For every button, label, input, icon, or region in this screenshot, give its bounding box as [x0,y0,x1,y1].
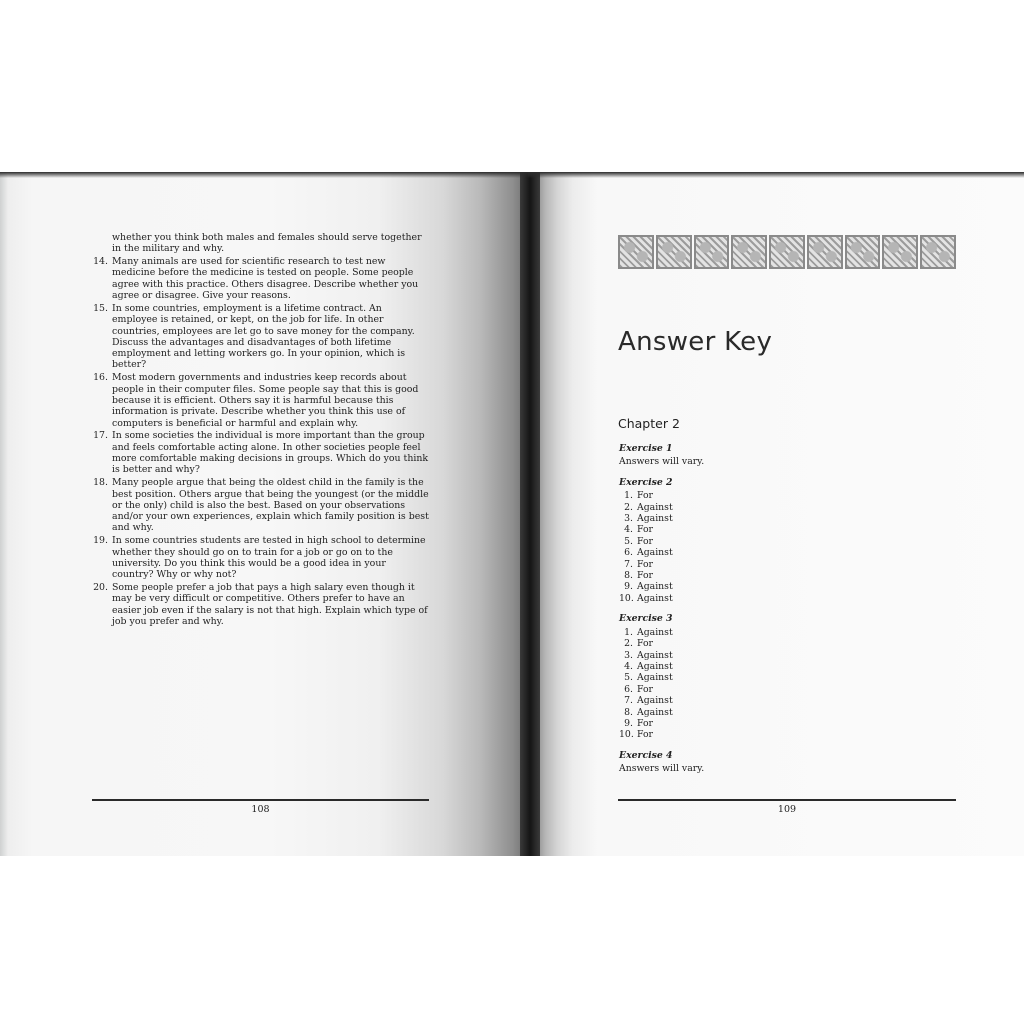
answer-row [619,672,919,683]
answer-row [619,559,919,570]
answer-row [619,593,919,604]
answer-row [619,638,919,649]
answer-number: 8. [624,706,633,718]
ornament-tile [920,235,956,269]
ornament-tile [845,235,881,269]
answer-value: Against [637,592,673,604]
question-item [86,535,430,580]
exercise-heading: Exercise 1 [619,443,673,454]
answer-number: 7. [624,558,633,570]
question-text: Most modern governments and industries keep records about people in their computer files. Some people say that this is good because it is efficient. Others say it is harmful because this information is private. Describe whether you think this use of computers is beneficial or harmful and explain why. [112,372,419,429]
answer-value: For [637,638,653,650]
answer-row [619,695,919,706]
answer-row [619,513,919,524]
answer-number: 7. [624,695,633,707]
book-gutter [520,172,540,856]
decorative-ornament-band [618,235,956,271]
exercise-heading: Exercise 3 [619,613,673,625]
exercise-answers [619,627,919,741]
question-item [86,256,430,301]
answer-number: 5. [624,535,633,547]
answer-value: Against [637,547,673,559]
chapter-heading: Chapter 2 [618,416,680,431]
exercise-answers [619,490,919,604]
question-number: 15. [93,302,108,314]
answer-row [619,490,919,501]
question-number: 20. [93,582,108,594]
answer-row [619,684,919,695]
answer-number: 8. [624,570,633,582]
answer-number: 1. [624,490,633,502]
question-item [86,303,430,371]
answer-row [619,581,919,592]
question-number: 18. [93,477,108,489]
exercise-heading: Exercise 4 [619,749,673,761]
answer-row [619,661,919,672]
answer-value: For [637,558,653,570]
question-text: Many people argue that being the oldest child in the family is the best position. Others argue that being the youngest (or the middle or the only) child is also the best. Based on your observations and/or your own experiences, explain which family position is best and why. [112,477,429,534]
answer-number: 9. [624,717,633,729]
answer-number: 5. [624,672,633,684]
question-text: Some people prefer a job that pays a high salary even though it may be very difficult or competitive. Others prefer to have an easier job even if the salary is not that high. Explain which type of job you prefer and why. [112,582,428,627]
question-text: In some countries, employment is a lifetime contract. An employee is retained, or kept, on the job for life. In other countries, employees are let go to save money for the company. Discuss the advantages and disadvantages of both lifetime employment and letting workers go. In your opinion, which is better? [112,302,415,371]
page-number-left: 108 [251,804,270,815]
question-item [86,372,430,428]
answer-row [619,524,919,535]
page-number-right: 109 [777,804,797,815]
right-page-top-edge [528,172,1024,178]
answer-key-list [619,443,919,775]
question-number: 17. [93,430,108,442]
answer-row [619,536,919,547]
ornament-tile [769,235,805,269]
answer-row [619,627,919,638]
answer-number: 4. [624,660,633,672]
question-text: Many animals are used for scientific research to test new medicine before the medicine is tested on people. Some people agree with this practice. Others disagree. Describe whether you agree or disagree. Give your reasons. [112,256,419,302]
answer-number: 2. [624,501,633,513]
answer-value: Against [637,501,673,513]
exercise-heading: Exercise 2 [619,476,673,488]
answer-number: 2. [624,638,633,650]
ornament-tile [731,235,767,269]
left-page-top-edge [0,172,540,178]
answer-value: Against [637,706,673,718]
answer-number: 3. [624,649,633,661]
answer-value: Against [637,513,673,525]
answer-value: Against [637,649,673,661]
answer-number: 1. [624,626,633,638]
answer-value: For [637,729,653,741]
answer-row [619,547,919,558]
ornament-tile [694,235,730,269]
page-title: Answer Key [618,327,773,357]
ornament-tile [807,235,843,269]
answer-number: 3. [624,513,633,525]
question-item [86,477,430,533]
footer-rule-right [618,799,956,801]
question-number: 14. [93,256,108,268]
question-item [86,430,430,475]
ornament-tile [656,235,692,269]
answer-value: Against [637,660,673,672]
answer-number: 10. [619,729,634,741]
exercise-answer-text: Answers will vary. [619,763,705,775]
ornament-tile [618,235,654,269]
answer-value: For [637,490,653,502]
footer-rule-left [92,799,429,801]
answer-value: For [637,683,653,695]
answer-value: For [637,524,653,536]
answer-number: 4. [624,524,633,536]
question-item [86,582,430,627]
book-spread [0,172,1024,856]
question-continuation: whether you think both males and females should serve together in the military and why. [112,232,422,255]
answer-number: 6. [624,683,633,695]
answer-row [619,729,919,740]
answer-value: For [637,535,653,547]
answer-row [619,502,919,513]
exercise-answer-text: Answers will vary. [619,456,705,468]
answer-number: 9. [624,581,633,593]
answer-row [619,718,919,729]
answer-value: Against [637,626,673,638]
answer-row [619,570,919,581]
answer-value: For [637,570,653,582]
answer-value: For [637,717,653,729]
question-text: In some societies the individual is more important than the group and feels comfortable acting alone. In other societies people feel more comfortable making decisions in groups. Which do you think is better and why? [112,430,429,476]
answer-number: 6. [624,547,633,559]
answer-value: Against [637,695,673,707]
answer-value: Against [637,581,673,593]
answer-number: 10. [619,592,634,604]
ornament-tile [882,235,918,269]
answer-row [619,707,919,718]
question-number: 19. [93,535,108,547]
question-text: In some countries students are tested in high school to determine whether they should go on to train for a job or go on to the university. Do you think this would be a good idea in your country? Why or why not? [112,535,426,581]
answer-value: Against [637,672,673,684]
question-list [86,232,430,629]
question-number: 16. [93,372,108,384]
answer-row [619,650,919,661]
